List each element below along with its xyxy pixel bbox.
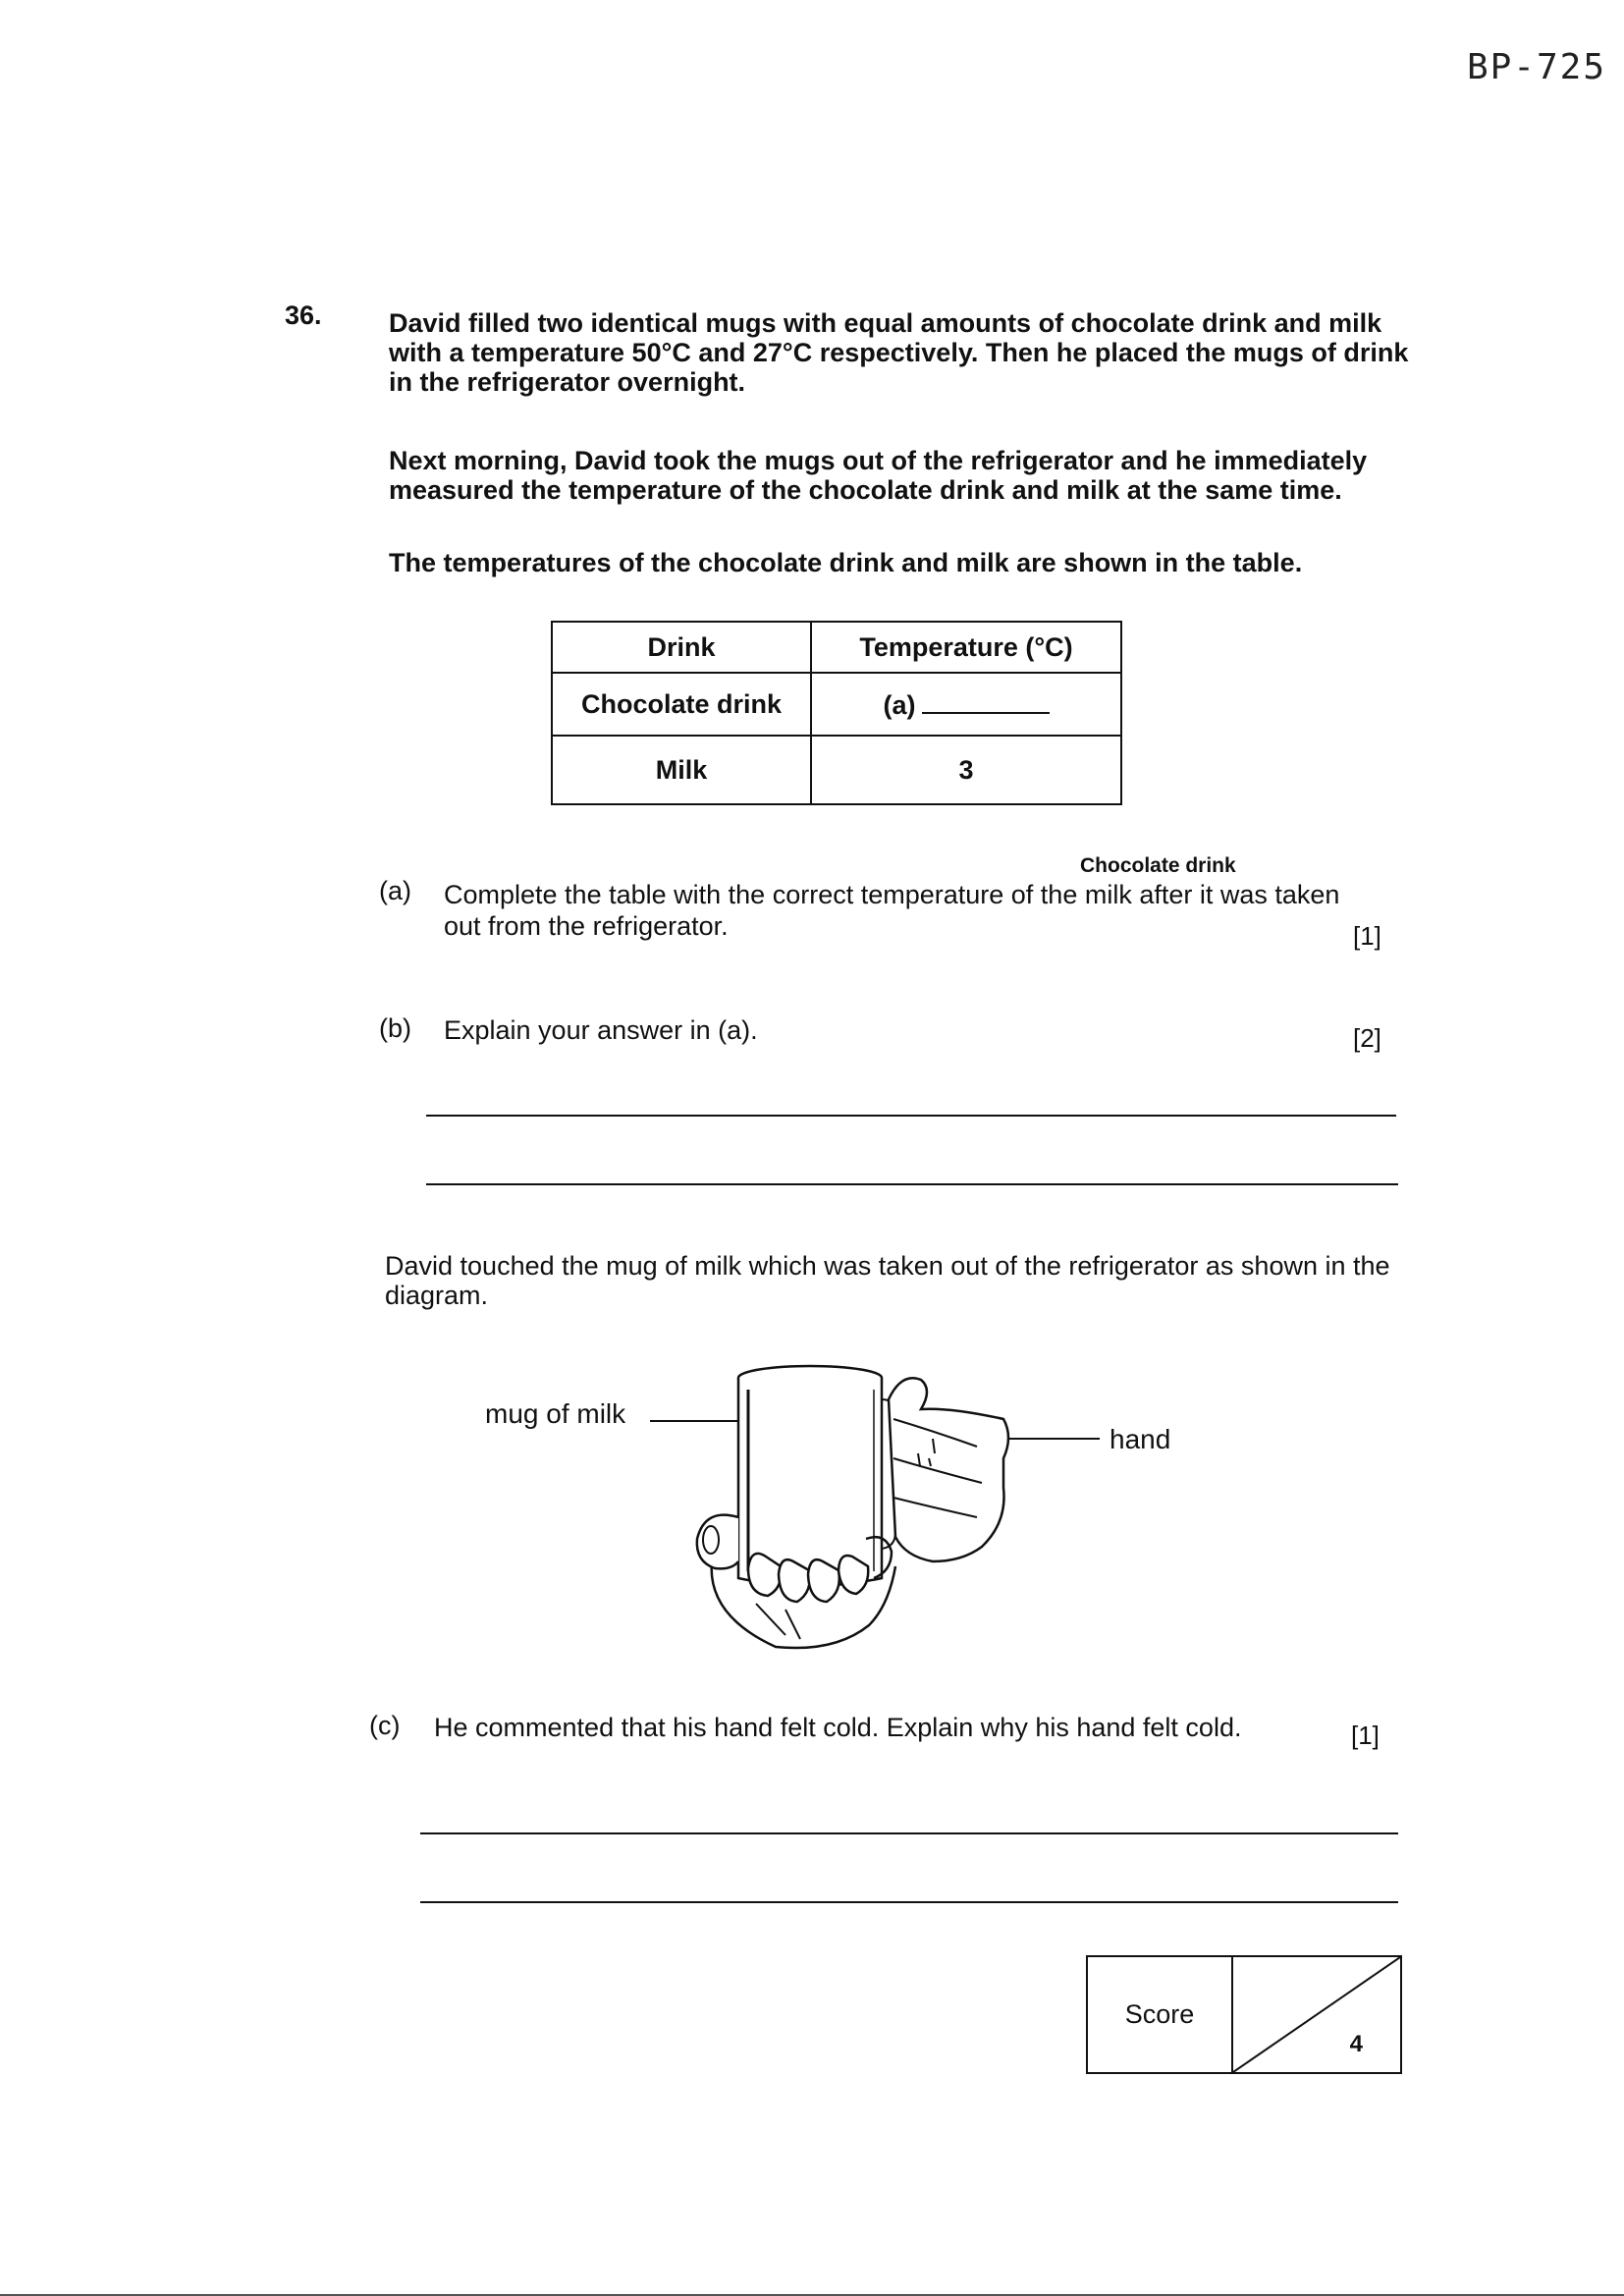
question-intro: David filled two identical mugs with equal amounts of chocolate drink and milk with a temperature 50°C and 27°C respectively. Then he placed the mugs of drink in the refrigerator overnight. bbox=[389, 308, 1409, 397]
score-entry[interactable] bbox=[1233, 1957, 1400, 2072]
touch-text: David touched the mug of milk which was taken out of the refrigerator as shown in the diagram. bbox=[385, 1251, 1390, 1310]
part-a-marks: [1] bbox=[1353, 921, 1381, 951]
part-a-label: (a) bbox=[379, 876, 411, 905]
part-c-marks: [1] bbox=[1351, 1721, 1380, 1750]
score-label: Score bbox=[1088, 1957, 1233, 2072]
mug-hand-diagram bbox=[638, 1360, 1110, 1655]
part-b-marks: [2] bbox=[1353, 1023, 1381, 1053]
answer-line-c1[interactable] bbox=[420, 1832, 1398, 1834]
document-code: BP-725 bbox=[1466, 47, 1606, 87]
table-cell-temperature-answer[interactable] bbox=[811, 673, 1121, 736]
label-hand: hand bbox=[1110, 1424, 1171, 1454]
table-header-drink: Drink bbox=[552, 622, 811, 673]
part-c-text: He commented that his hand felt cold. Explain why his hand felt cold. bbox=[434, 1713, 1242, 1742]
score-diagonal-icon bbox=[1233, 1957, 1400, 2072]
question-table-intro: The temperatures of the chocolate drink and milk are shown in the table. bbox=[389, 548, 1303, 577]
answer-blank[interactable] bbox=[922, 688, 1050, 714]
part-c-label: (c) bbox=[369, 1711, 401, 1740]
table-row bbox=[552, 673, 1121, 736]
label-mug-of-milk: mug of milk bbox=[485, 1398, 626, 1429]
answer-line-b2[interactable] bbox=[426, 1183, 1398, 1185]
mug-icon bbox=[738, 1366, 895, 1586]
answer-line-c2[interactable] bbox=[420, 1901, 1398, 1903]
score-box bbox=[1086, 1955, 1402, 2074]
part-b-label: (b) bbox=[379, 1013, 411, 1043]
table-cell-temperature: 3 bbox=[811, 736, 1121, 804]
answer-part-a-label: (a) bbox=[883, 689, 916, 720]
part-b-text: Explain your answer in (a). bbox=[444, 1015, 758, 1045]
question-number: 36. bbox=[285, 301, 322, 330]
table-cell-drink: Chocolate drink bbox=[552, 673, 811, 736]
score-max: 4 bbox=[1349, 2031, 1363, 2057]
table-header-row bbox=[552, 622, 1121, 673]
part-a-text-line2: out from the refrigerator. bbox=[444, 911, 729, 941]
temperature-table bbox=[551, 621, 1122, 805]
handwritten-annotation: Chocolate drink bbox=[1080, 854, 1236, 877]
table-header-temperature: Temperature (°C) bbox=[811, 622, 1121, 673]
table-row bbox=[552, 736, 1121, 804]
answer-line-b1[interactable] bbox=[426, 1115, 1396, 1117]
part-a-text-line1: Complete the table with the correct temperature of the milk after it was taken bbox=[444, 880, 1340, 909]
hand-icon bbox=[889, 1378, 1008, 1561]
table-cell-drink: Milk bbox=[552, 736, 811, 804]
question-next-morning: Next morning, David took the mugs out of the refrigerator and he immediately measured the temperature of the chocolate drink and milk at the same time. bbox=[389, 446, 1368, 505]
